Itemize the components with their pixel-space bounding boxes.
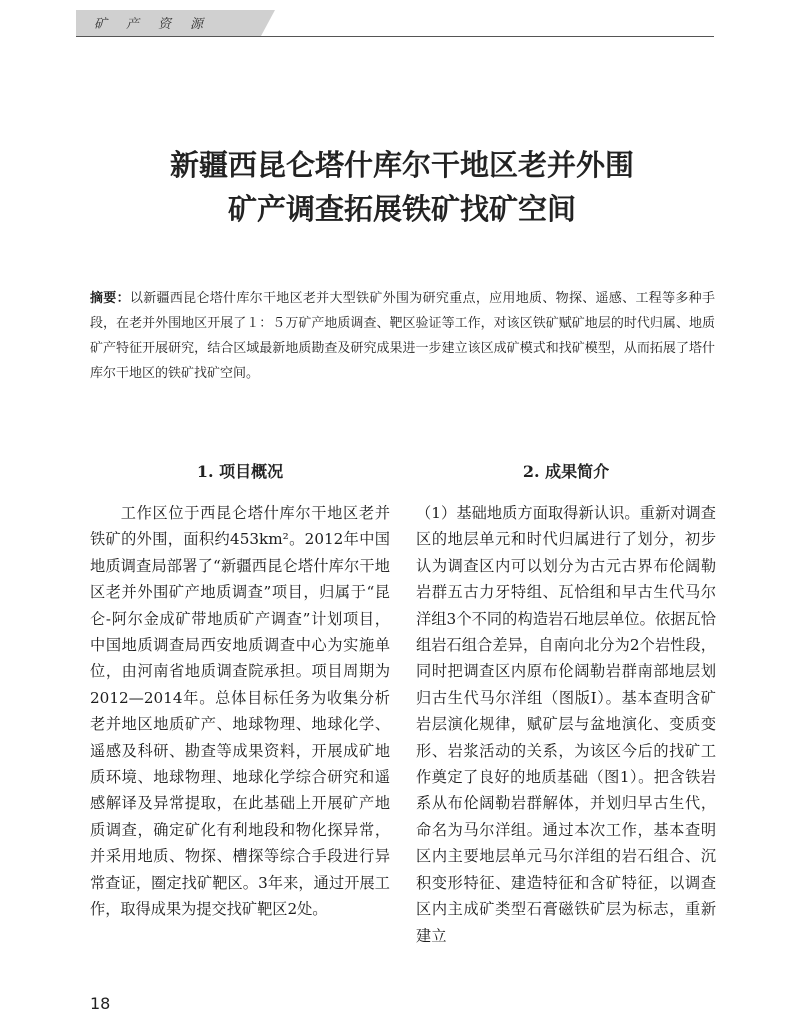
section-1-body	[90, 500, 390, 923]
abstract-text: 以新疆西昆仑塔什库尔干地区老并大型铁矿外围为研究重点，应用地质、物探、遥感、工程等多种手段，在老并外围地区开展了１：５万矿产地质调查、靶区验证等工作，对该区铁矿赋矿地层的时代归属、地质矿产特征开展研究，结合区域最新地质勘查及研究成果进一步建立该区成矿模式和找矿模型，从而拓展了塔什库尔干地区的铁矿找矿空间。	[90, 291, 715, 381]
page-number: 18	[90, 994, 111, 1013]
section-1-text: 工作区位于西昆仑塔什库尔干地区老并铁矿的外围，面积约453km²。2012年中国地质调查局部署了“新疆西昆仑塔什库尔干地区老并外围矿产地质调查”项目，归属于“昆仑-阿尔金成矿带地质矿产调查”计划项目，中国地质调查局西安地质调查中心为实施单位，由河南省地质调查院承担。项目周期为2012—2014年。总体目标任务为收集分析老并地区地质矿产、地球物理、地球化学、遥感及科研、勘查等成果资料，开展成矿地质环境、地球物理、地球化学综合研究和遥感解译及异常提取，在此基础上开展矿产地质调查，确定矿化有利地段和物化探异常，并采用地质、物探、槽探等综合手段进行异常查证，圈定找矿靶区。3年来，通过开展工作，取得成果为提交找矿靶区2处。	[90, 504, 390, 919]
abstract-label: 摘要：	[90, 291, 130, 306]
header-rule	[76, 36, 714, 37]
title-line-1: 新疆西昆仑塔什库尔干地区老并外围	[169, 148, 634, 182]
section-label: 矿产资源	[94, 17, 223, 32]
section-2-body	[416, 500, 716, 949]
section-2-text: （1）基础地质方面取得新认识。重新对调查区的地层单元和时代归属进行了划分，初步认为调查区内可以划分为古元古界布伦阔勒岩群五古力牙特组、瓦恰组和早古生代马尔洋组3个不同的构造岩石地层单位。依据瓦恰组岩石组合差异，自南向北分为2个岩性段，同时把调查区内原布伦阔勒岩群南部地层划归古生代马尔洋组（图版Ⅰ）。基本查明含矿岩层演化规律，赋矿层与盆地演化、变质变形、岩浆活动的关系，为该区今后的找矿工作奠定了良好的地质基础（图1）。把含铁岩系从布伦阔勒岩群解体，并划归早古生代，命名为马尔洋组。通过本次工作，基本查明区内主要地层单元马尔洋组的岩石组合、沉积变形特征、建造特征和含矿特征，以调查区内主成矿类型石膏磁铁矿层为标志，重新建立	[416, 504, 716, 945]
title-line-2: 矿产调查拓展铁矿找矿空间	[227, 192, 576, 226]
abstract	[90, 286, 715, 386]
article-title	[90, 143, 714, 231]
section-2-heading: 2. 成果简介	[522, 462, 610, 481]
section-1-heading: 1. 项目概况	[196, 462, 284, 481]
